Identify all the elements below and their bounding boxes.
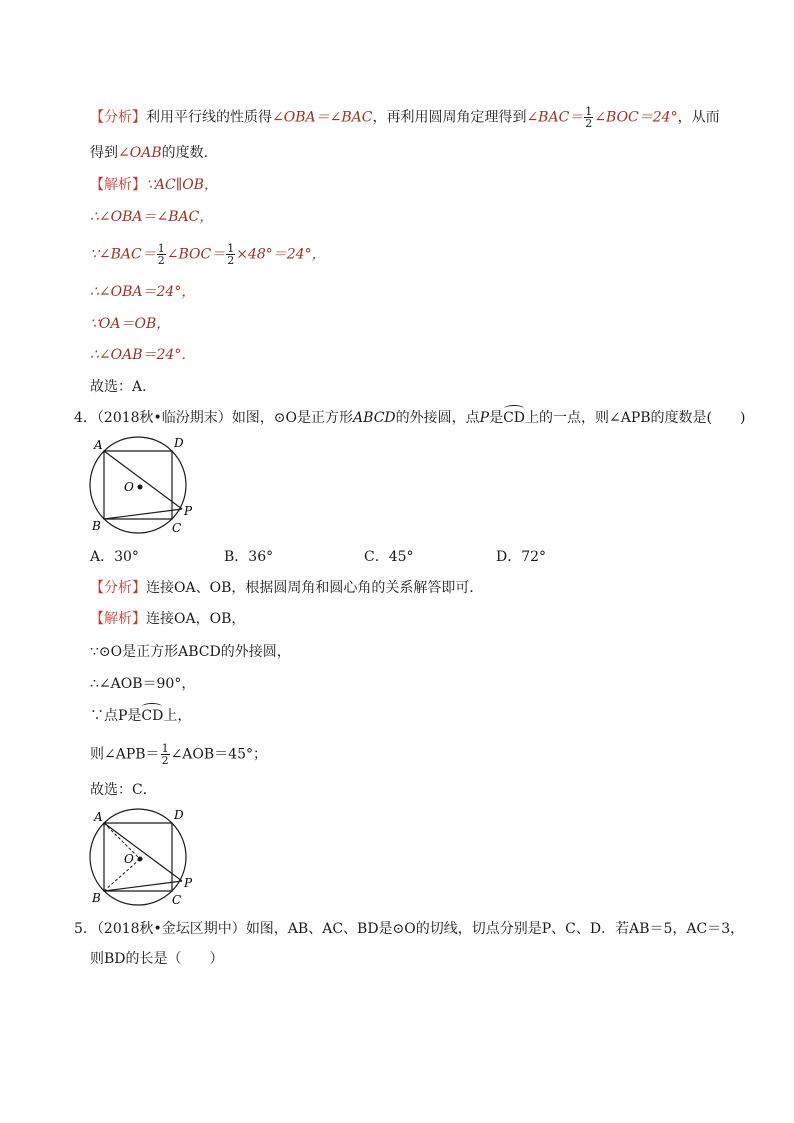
q4-answer: 故选：C．	[90, 782, 157, 798]
segment-ob-dashed	[104, 859, 140, 891]
analysis-tag: 【分析】	[90, 109, 146, 126]
label-o: O	[124, 852, 134, 866]
label-p: P	[184, 876, 193, 890]
fraction-half: $\frac{1}{2}$	[161, 742, 169, 767]
label-b: B	[92, 519, 101, 533]
q3-solution-line2: ∴∠OBA＝∠BAC，	[90, 209, 214, 225]
arc-cd: CD	[141, 708, 164, 724]
q4-solution-line5: 则∠APB＝ $\frac{1}{2}$ ∠AOB＝45°；	[90, 742, 267, 767]
q3-solution-line1: 【解析】∵AC∥OB，	[90, 177, 218, 193]
label-c: C	[172, 893, 182, 907]
solution-tag: 【解析】	[90, 177, 146, 193]
label-d: D	[174, 808, 184, 822]
label-c: C	[172, 521, 182, 535]
option-b[interactable]: B．36°	[224, 549, 274, 565]
segment-ap	[104, 451, 182, 509]
square-abcd	[104, 451, 172, 519]
label-a: A	[94, 438, 103, 452]
label-d: D	[174, 436, 184, 450]
option-a[interactable]: A．30°	[90, 549, 139, 565]
q4-solution-line3: ∴∠AOB＝90°，	[90, 676, 196, 692]
q3-solution-line3: ∵∠BAC＝ $\frac{1}{2}$ ∠BOC＝ $\frac{1}{2}$ ×48°＝24°，	[90, 242, 326, 267]
segment-ap	[104, 823, 182, 881]
label-p: P	[184, 504, 193, 518]
q4-stem: 4．（2018秋•临汾期末）如图，⊙O是正方形ABCD的外接圆，点P是CD上的一点，则∠APB的度数是( )	[74, 410, 746, 426]
q3-solution-line5: ∵OA＝OB，	[90, 316, 171, 332]
q3-analysis-line2: 得到∠OAB的度数．	[90, 145, 218, 161]
fraction-half: $\frac{1}{2}$	[585, 105, 593, 130]
q4-figure-2	[86, 805, 198, 907]
label-b: B	[92, 891, 101, 905]
square-abcd	[104, 823, 172, 891]
q3-solution-line6: ∴∠OAB＝24°．	[90, 347, 196, 363]
q3-answer: 故选：A．	[90, 379, 157, 395]
q4-analysis: 【分析】连接OA、OB，根据圆周角和圆心角的关系解答即可．	[90, 580, 484, 596]
q4-solution-line4: ∵点P是CD上，	[90, 708, 192, 724]
center-point	[138, 857, 143, 862]
segment-bp	[104, 881, 182, 891]
q3-solution-line4: ∴∠OBA＝24°，	[90, 284, 196, 300]
fraction-half: $\frac{1}{2}$	[227, 242, 235, 267]
q5-stem-line1: 5．（2018秋•金坛区期中）如图，AB、AC、BD是⊙O的切线，切点分别是P、C、D．若AB＝5，AC＝3，	[74, 921, 745, 937]
segment-oa-dashed	[104, 823, 140, 859]
q4-solution-line2: ∵⊙O是正方形ABCD的外接圆，	[90, 644, 291, 660]
arc-cd: CD	[503, 410, 525, 426]
q5-stem-line2: 则BD的长是（ ）	[90, 951, 224, 967]
segment-bp	[104, 509, 182, 519]
option-d[interactable]: D．72°	[496, 549, 547, 565]
q4-figure-1	[86, 433, 198, 535]
label-a: A	[94, 810, 103, 824]
analysis-tag: 【分析】	[90, 580, 146, 596]
fraction-half: $\frac{1}{2}$	[157, 242, 165, 267]
q3-analysis-line1: 【分析】利用平行线的性质得∠OBA＝∠BAC，再利用圆周角定理得到∠BAC＝ $\frac{1}{2}$ ∠BOC＝24°，从而	[90, 105, 720, 130]
q4-solution-line1: 【解析】连接OA，OB，	[90, 611, 246, 627]
center-point	[138, 485, 143, 490]
solution-tag: 【解析】	[90, 611, 146, 627]
option-c[interactable]: C．45°	[364, 549, 414, 565]
label-o: O	[124, 480, 134, 494]
